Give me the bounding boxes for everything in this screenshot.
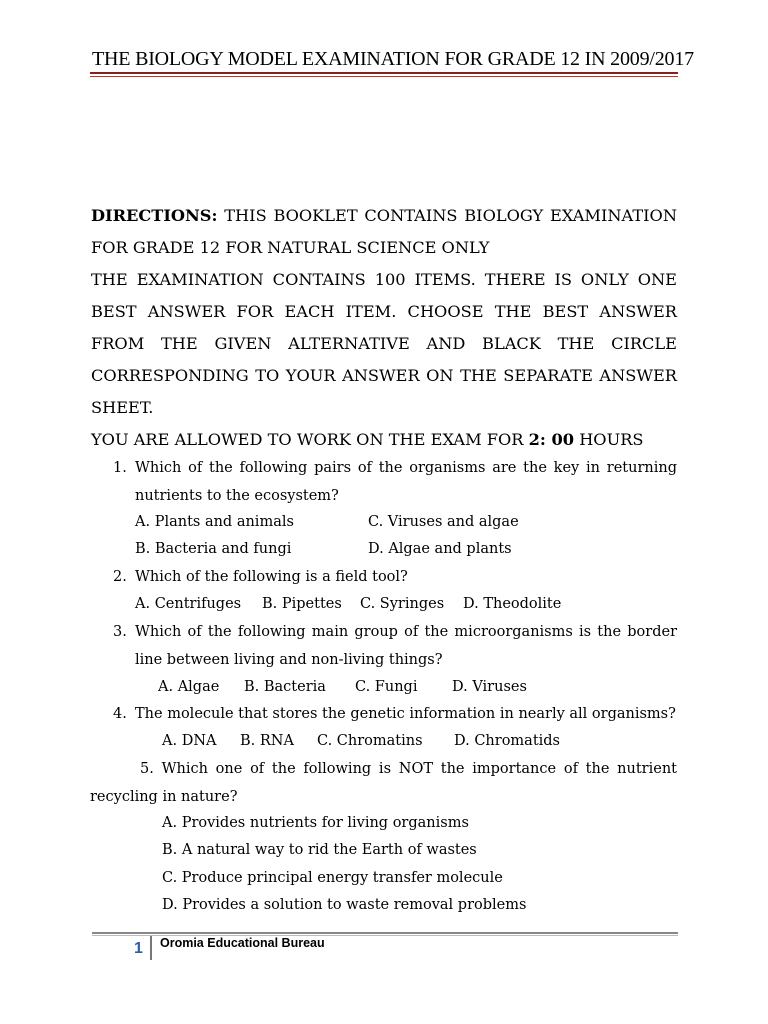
- question-1-option-b[interactable]: B. Bacteria and fungi: [135, 541, 292, 557]
- footer-publisher: Oromia Educational Bureau: [160, 936, 325, 950]
- page-number: 1: [134, 940, 143, 957]
- header-rule: [90, 72, 678, 74]
- question-1-option-a[interactable]: A. Plants and animals: [135, 514, 294, 530]
- question-text: [90, 756, 677, 811]
- question-text: The molecule that stores the genetic information in nearly all organisms?: [135, 706, 676, 722]
- directions-block: [91, 200, 677, 456]
- question-5-option-d[interactable]: D. Provides a solution to waste removal problems: [162, 897, 527, 913]
- question-number: 4.: [113, 706, 127, 722]
- question-1-option-d[interactable]: D. Algae and plants: [368, 541, 512, 557]
- question-3-option-d[interactable]: D. Viruses: [452, 679, 527, 695]
- page-header-title: THE BIOLOGY MODEL EXAMINATION FOR GRADE 12 IN 2009/2017: [92, 48, 694, 70]
- question-4-option-b[interactable]: B. RNA: [240, 733, 294, 749]
- time-allowed-suffix: HOURS: [574, 430, 644, 449]
- directions-line-1: THIS BOOKLET CONTAINS BIOLOGY EXAMINATION FOR GRADE 12 FOR NATURAL SCIENCE ONLY: [91, 206, 677, 257]
- question-number: 2.: [113, 569, 127, 585]
- directions-paragraph-1: [91, 200, 677, 264]
- question-5-option-c[interactable]: C. Produce principal energy transfer molecule: [162, 870, 503, 886]
- time-allowed-prefix: YOU ARE ALLOWED TO WORK ON THE EXAM FOR: [91, 430, 529, 449]
- question-2-option-b[interactable]: B. Pipettes: [262, 596, 342, 612]
- question-3-option-a[interactable]: A. Algae: [158, 679, 220, 695]
- header-rule-thin: [90, 76, 678, 77]
- page-number-separator: [150, 936, 152, 960]
- directions-paragraph-2: THE EXAMINATION CONTAINS 100 ITEMS. THERE IS ONLY ONE BEST ANSWER FOR EACH ITEM. CHOOSE THE BEST ANSWER FROM THE GIVEN ALTERNATIVE AND BLACK THE CIRCLE CORRESPONDING TO YOUR ANSWER ON THE SEPARATE ANSWER SHEET.: [91, 270, 677, 417]
- question-5-option-b[interactable]: B. A natural way to rid the Earth of wastes: [162, 842, 477, 858]
- question-2-option-c[interactable]: C. Syringes: [360, 596, 445, 612]
- question-3-option-c[interactable]: C. Fungi: [355, 679, 418, 695]
- time-allowed-value: 2: 00: [528, 430, 575, 449]
- footer-rule: [92, 932, 678, 934]
- question-number: 3.: [113, 624, 127, 640]
- question-text: Which of the following pairs of the organisms are the key in returning nutrients to the ecosystem?: [135, 460, 677, 504]
- question-5-text: Which one of the following is NOT the importance of the nutrient recycling in nature?: [90, 761, 677, 805]
- question-2-option-d[interactable]: D. Theodolite: [463, 596, 562, 612]
- directions-label: DIRECTIONS:: [91, 206, 218, 225]
- question-4-option-d[interactable]: D. Chromatids: [454, 733, 561, 749]
- question-number: 1.: [113, 460, 127, 476]
- question-2-option-a[interactable]: A. Centrifuges: [135, 596, 242, 612]
- question-text: Which of the following is a field tool?: [135, 569, 408, 585]
- question-5-option-a[interactable]: A. Provides nutrients for living organisms: [162, 815, 469, 831]
- question-4-option-a[interactable]: A. DNA: [162, 733, 217, 749]
- question-4-option-c[interactable]: C. Chromatins: [317, 733, 423, 749]
- question-number: 5.: [140, 761, 154, 777]
- question-1-option-c[interactable]: C. Viruses and algae: [368, 514, 519, 530]
- time-allowed: [91, 424, 677, 456]
- question-3-option-b[interactable]: B. Bacteria: [244, 679, 326, 695]
- question-text: Which of the following main group of the microorganisms is the border line between living and non-living things?: [135, 624, 677, 668]
